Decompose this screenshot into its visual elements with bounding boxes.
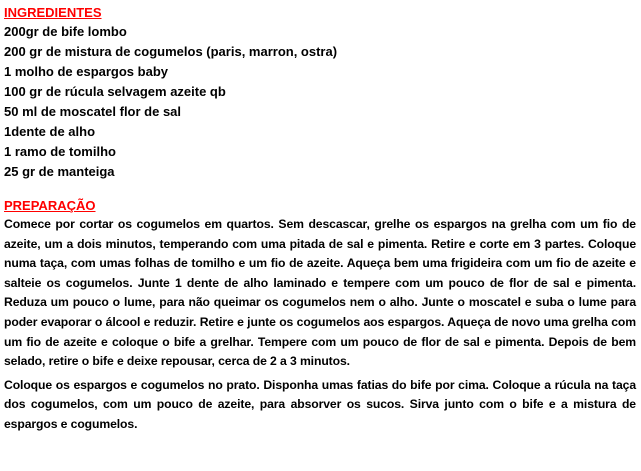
- ingredient-item: 50 ml de moscatel flor de sal: [4, 104, 182, 119]
- ingredients-section: [4, 3, 636, 182]
- ingredients-heading: INGREDIENTES: [4, 5, 102, 20]
- ingredients-list: [4, 22, 636, 182]
- ingredient-item: 100 gr de rúcula selvagem azeite qb: [4, 84, 226, 99]
- section-spacer: [4, 182, 636, 196]
- ingredient-item: 200gr de bife lombo: [4, 24, 127, 39]
- ingredient-item: 200 gr de mistura de cogumelos (paris, marron, ostra): [4, 44, 338, 59]
- ingredient-item: 25 gr de manteiga: [4, 164, 115, 179]
- ingredient-item: 1dente de alho: [4, 124, 96, 139]
- ingredient-item: 1 ramo de tomilho: [4, 144, 116, 159]
- preparation-paragraph: Coloque os espargos e cogumelos no prato. Disponha umas fatias do bife por cima. Coloque a rúcula na taça dos cogumelos, com um pouco de azeite, para absorver os sucos. Sirva junto com o bife e a mistura de espargos e cogumelos.: [4, 377, 636, 431]
- ingredient-item: 1 molho de espargos baby: [4, 64, 168, 79]
- preparation-paragraph: Comece por cortar os cogumelos em quartos. Sem descascar, grelhe os espargos na grelha com um fio de azeite, um a dois minutos, temperando com uma pitada de sal e pimenta. Retire e corte em 3 partes. Coloque numa taça, com umas folhas de tomilho e um fio de azeite. Aqueça bem uma frigideira com um fio de azeite e salteie os cogumelos. Junte 1 dente de alho laminado e tempere com um pouco de flor de sal e pimenta. Reduza um pouco o lume, para não queimar os cogumelos nem o alho. Junte o moscatel e suba o lume para poder evaporar o álcool e reduzir. Retire e junte os cogumelos aos espargos. Aqueça de novo uma grelha com um fio de azeite e coloque o bife a grelhar. Tempere com um pouco de flor de sal e pimenta. Depois de bem selado, retire o bife e deixe repousar, cerca de 2 a 3 minutos.: [4, 217, 636, 369]
- preparation-heading: PREPARAÇÃO: [4, 198, 96, 213]
- preparation-section: [4, 196, 636, 435]
